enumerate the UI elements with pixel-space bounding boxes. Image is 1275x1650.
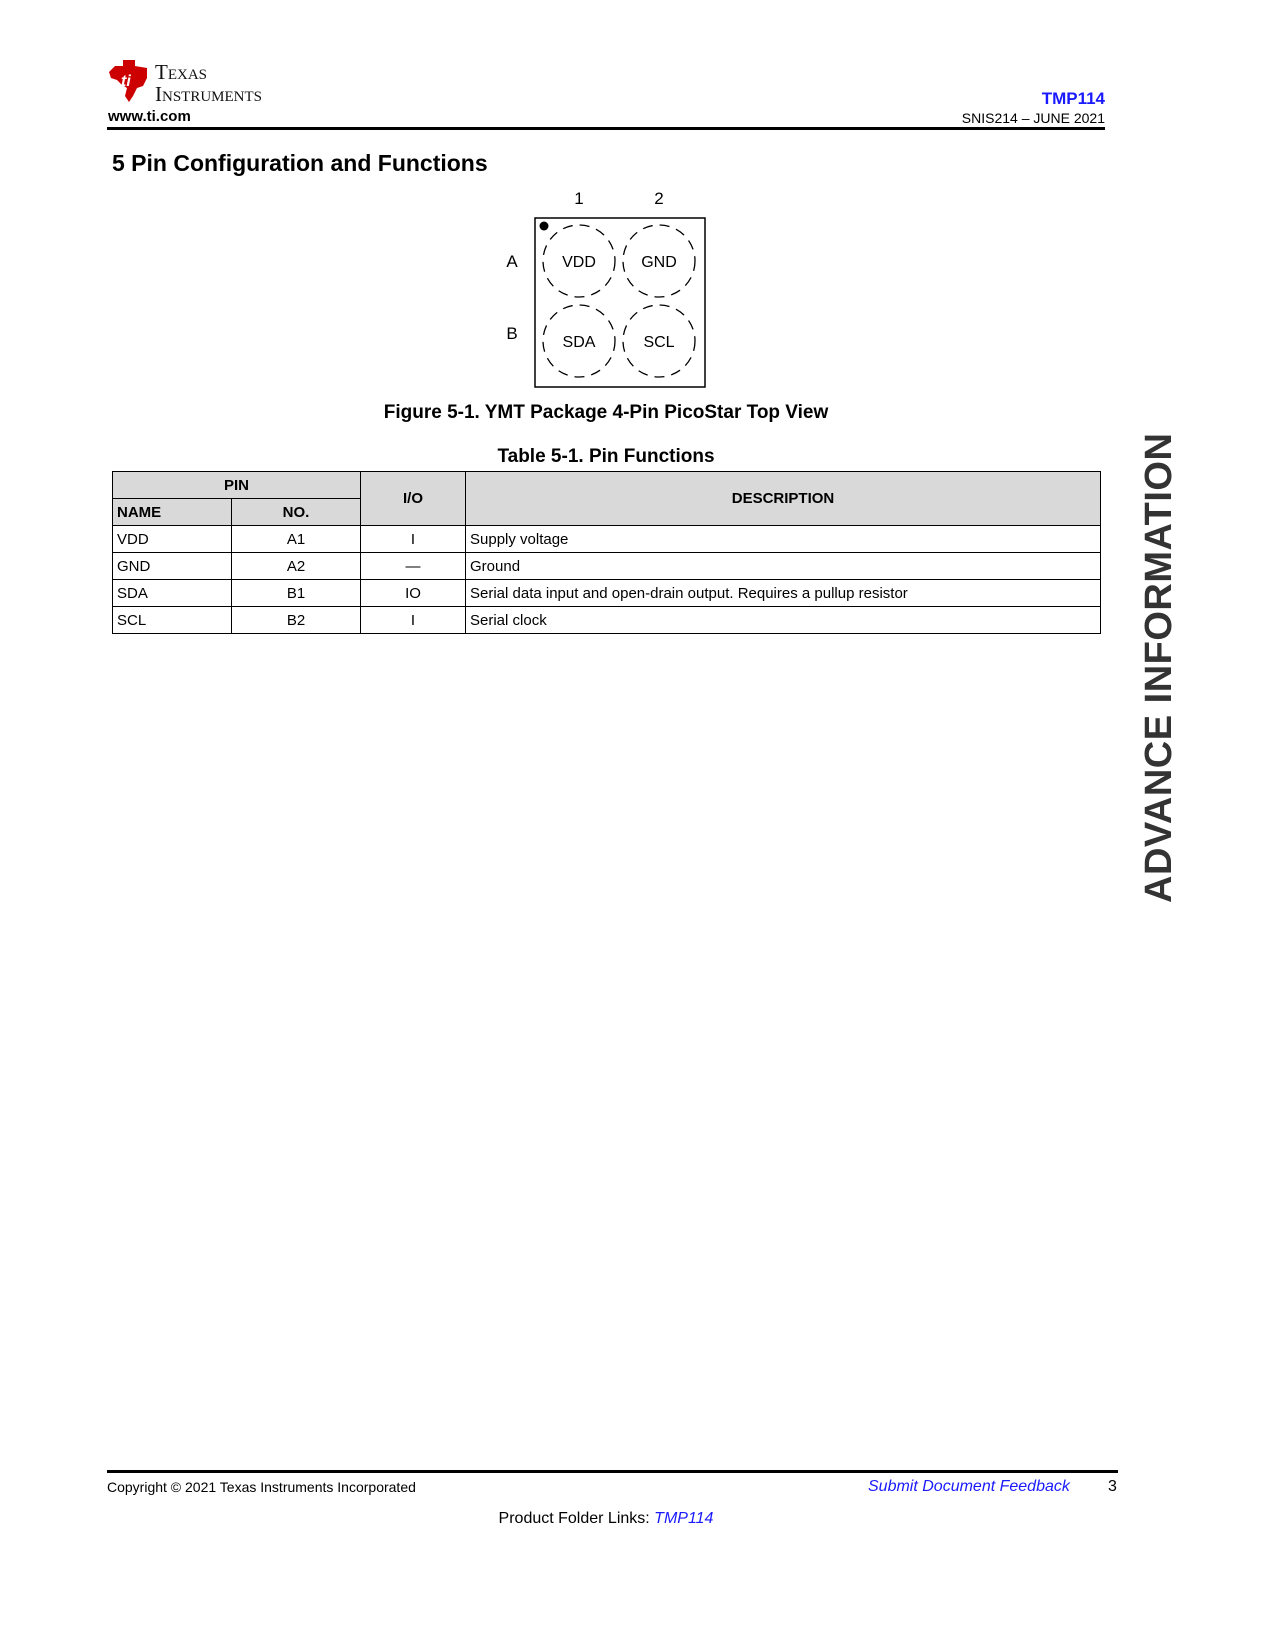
cell-no: A2 [232,553,361,580]
table-row [113,580,1101,607]
pin-diagram [480,180,740,400]
page-number: 3 [1108,1478,1117,1495]
cell-description: Serial data input and open-drain output. Requires a pullup resistor [466,580,1101,607]
advance-information-banner: ADVANCE INFORMATION [1138,432,1180,903]
cell-name: VDD [113,526,232,553]
header-divider [107,127,1105,130]
product-links-label: Product Folder Links: [498,1510,655,1527]
row-label-b: B [506,324,518,343]
pin-functions-table [112,471,1101,634]
row-label-a: A [506,252,518,271]
pin-label-scl: SCL [643,334,675,351]
footer-divider [107,1470,1118,1473]
copyright-text: Copyright © 2021 Texas Instruments Incorporated [107,1479,416,1495]
product-folder-links [0,1510,1212,1528]
cell-io: I [361,607,466,634]
header-pin: PIN [113,472,361,499]
submit-feedback-link[interactable]: Submit Document Feedback [868,1478,1070,1495]
part-number-link[interactable]: TMP114 [1041,89,1105,108]
cell-name: SCL [113,607,232,634]
pin1-marker [540,222,549,231]
col-label-1: 1 [574,189,584,208]
header-description: DESCRIPTION [466,472,1101,526]
cell-no: B2 [232,607,361,634]
site-url-link[interactable]: www.ti.com [108,108,191,125]
cell-name: SDA [113,580,232,607]
header-no: NO. [232,499,361,526]
cell-io: — [361,553,466,580]
product-link-tmp114[interactable]: TMP114 [654,1510,714,1527]
cell-description: Ground [466,553,1101,580]
logo-line1: Texas [155,60,207,84]
cell-io: I [361,526,466,553]
cell-no: B1 [232,580,361,607]
logo-line2: Instruments [155,82,263,104]
table-row [113,607,1101,634]
section-title: 5 Pin Configuration and Functions [112,150,488,176]
pin-label-vdd: VDD [562,254,596,271]
table-row [113,553,1101,580]
svg-text:ti: ti [121,73,131,90]
document-id: SNIS214 – JUNE 2021 [961,110,1105,126]
col-label-2: 2 [654,189,664,208]
package-outline [535,218,705,387]
header-io: I/O [361,472,466,526]
pin-label-sda: SDA [562,334,596,351]
figure-caption: Figure 5-1. YMT Package 4-Pin PicoStar Top View [383,402,829,423]
cell-io: IO [361,580,466,607]
table-row [113,526,1101,553]
cell-description: Supply voltage [466,526,1101,553]
table-caption: Table 5-1. Pin Functions [497,446,715,467]
ti-logo [107,58,307,104]
cell-description: Serial clock [466,607,1101,634]
cell-no: A1 [232,526,361,553]
header-name: NAME [113,499,232,526]
pin-label-gnd: GND [641,254,677,271]
cell-name: GND [113,553,232,580]
